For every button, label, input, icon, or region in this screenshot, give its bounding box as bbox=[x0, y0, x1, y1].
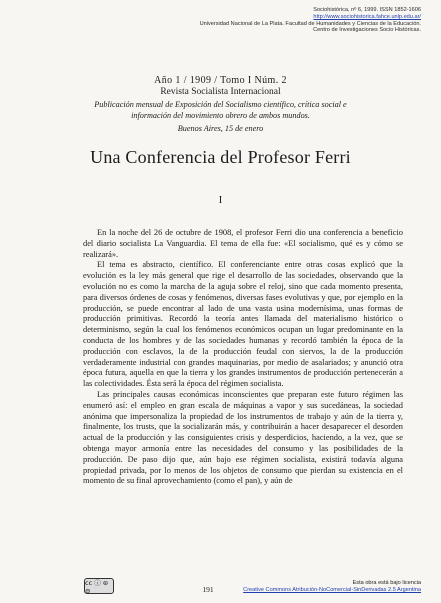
header-citation: Sociohistórica, nº 6, 1999. ISSN 1852-1606 bbox=[313, 7, 421, 13]
paragraph: El tema es abstracto, científico. El conferenciante entre otras cosas explicó que la evolución es la ley más general que rige el desarrollo de las sociedades, observando que la evolución no es como la marcha de la aguja sobre el reloj, sino que cada momento presenta, para diversos órdenes de cosas y fenómenos, diversas fases evolutivas y que, por ejemplo en la producción, se puede encontrar al lado de una vasta usina modernísima, unas formas de producción primitivas. Recordó la teoría antes llamada del materialismo histórico o determinismo, según la cual los fenómenos económicos ocupan un lugar predominante en la conducta de los hombres y de las sociedades humanas y recordó también la época de la producción con esclavos, la de la producción feudal con siervos, la de la producción verdaderamente industrial con grandes maquinarias, por medio de asalariados; y anunció otra época futura, aquella en que la tierra y los grandes instrumentos de producción pertenecerán a las colectividades. Ésta será la época del régimen socialista. bbox=[83, 260, 403, 389]
license-notice bbox=[221, 580, 421, 594]
paragraph: Las principales causas económicas inconscientes que preparan este futuro régimen las enumeró así: el empleo en gran escala de máquinas a vapor y sus sucedáneas, la sociedad anónima que impersonaliza la propiedad de los instrumentos de trabajo y aún de la tierra y, finalmente, los trusts, que la socializarán más, y contribuirán a hacer desaparecer el desorden actual de la producción y las consiguientes crisis y desperdicios, haciendo, a la vez, que se obtenga mayor armonía entre las necesidades del consumo y las posibilidades de la producción. De paso dijo que, aún bajo ese régimen socialista, existirá todavía alguna propiedad privada, por lo menos de los objetos de consumo que pierdan su existencia en el momento de su final aprovechamiento (como el pan), y aún de bbox=[83, 389, 403, 486]
journal-name: Revista Socialista Internacional bbox=[160, 87, 281, 97]
license-link[interactable]: Creative Commons Atribución-NoComercial-SinDerivadas 2.5 Argentina bbox=[243, 586, 421, 593]
repository-header bbox=[161, 7, 421, 34]
article-title: Una Conferencia del Profesor Ferri bbox=[90, 147, 351, 167]
journal-description: Publicación mensual de Exposición del Socialismo científico, crítica social e información del movimiento obrero de ambos mundos. bbox=[94, 100, 347, 120]
header-url-link[interactable]: http://www.sociohistorica.fahce.unlp.edu.ar/ bbox=[313, 13, 421, 20]
place-date: Buenos Aires, 15 de enero bbox=[177, 124, 264, 133]
paragraph: En la noche del 26 de octubre de 1908, el profesor Ferri dio una conferencia a beneficio del diario socialista La Vanguardia. El tema de ella fue: «El socialismo, qué es y cómo se realizará». bbox=[83, 228, 403, 259]
issue-line: Año 1 / 1909 / Tomo I Núm. 2 bbox=[154, 75, 287, 86]
creative-commons-badge[interactable]: cc ⓘ ⊜ ⊖ bbox=[84, 578, 114, 594]
article-body bbox=[83, 228, 403, 487]
page-number: 191 bbox=[202, 585, 214, 594]
header-institution: Universidad Nacional de La Plata. Facultad de Humanidades y Ciencias de la Educación. bbox=[199, 20, 421, 27]
section-number: I bbox=[218, 195, 223, 206]
header-centre: Centro de Investigaciones Socio Históricas. bbox=[313, 27, 421, 34]
license-text: Esta obra está bajo licencia bbox=[352, 580, 421, 586]
